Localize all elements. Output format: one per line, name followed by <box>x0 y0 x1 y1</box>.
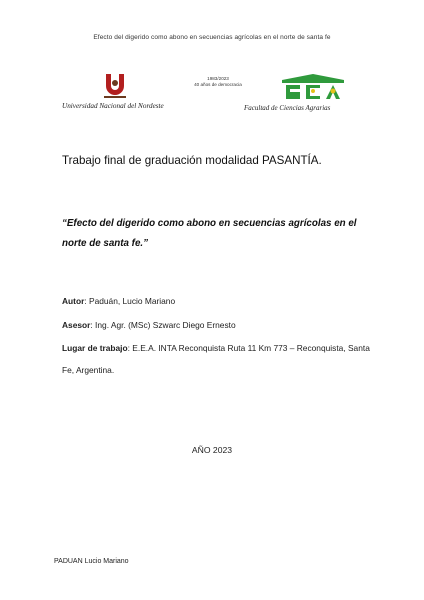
unne-logo-icon <box>100 70 130 100</box>
democracy-caption: 40 años de democracia <box>194 81 242 87</box>
faculty-caption: Facultad de Ciencias Agrarias <box>244 104 331 112</box>
author-line <box>62 292 175 310</box>
author-value: : Paduán, Lucio Mariano <box>84 296 176 306</box>
document-title: Trabajo final de graduación modalidad PASANTÍA. <box>62 154 322 167</box>
advisor-value: : Ing. Agr. (MSc) Szwarc Diego Ernesto <box>90 320 236 330</box>
unne-logo <box>62 70 172 116</box>
running-header: Efecto del digerido como abono en secuencias agrícolas en el norte de santa fe <box>93 34 331 41</box>
document-subtitle: “Efecto del digerido como abono en secuencias agrícolas en el norte de santa fe.” <box>62 218 357 249</box>
workplace-value: : E.E.A. INTA Reconquista Ruta 11 Km 773 – Reconquista, Santa Fe, Argentina. <box>62 343 370 375</box>
author-label: Autor <box>62 296 85 306</box>
democracy-years: 1983/2023 <box>207 76 229 81</box>
workplace-line <box>62 337 372 381</box>
fca-logo <box>244 72 366 116</box>
democracy-badge <box>188 76 248 87</box>
advisor-line <box>62 316 236 334</box>
page-footer: PADUAN Lucio Mariano <box>54 558 129 565</box>
workplace-label: Lugar de trabajo <box>62 343 128 353</box>
advisor-label: Asesor <box>62 320 91 330</box>
university-caption: Universidad Nacional del Nordeste <box>62 102 164 110</box>
fca-logo-icon <box>278 72 348 102</box>
year-label: AÑO 2023 <box>191 445 233 455</box>
